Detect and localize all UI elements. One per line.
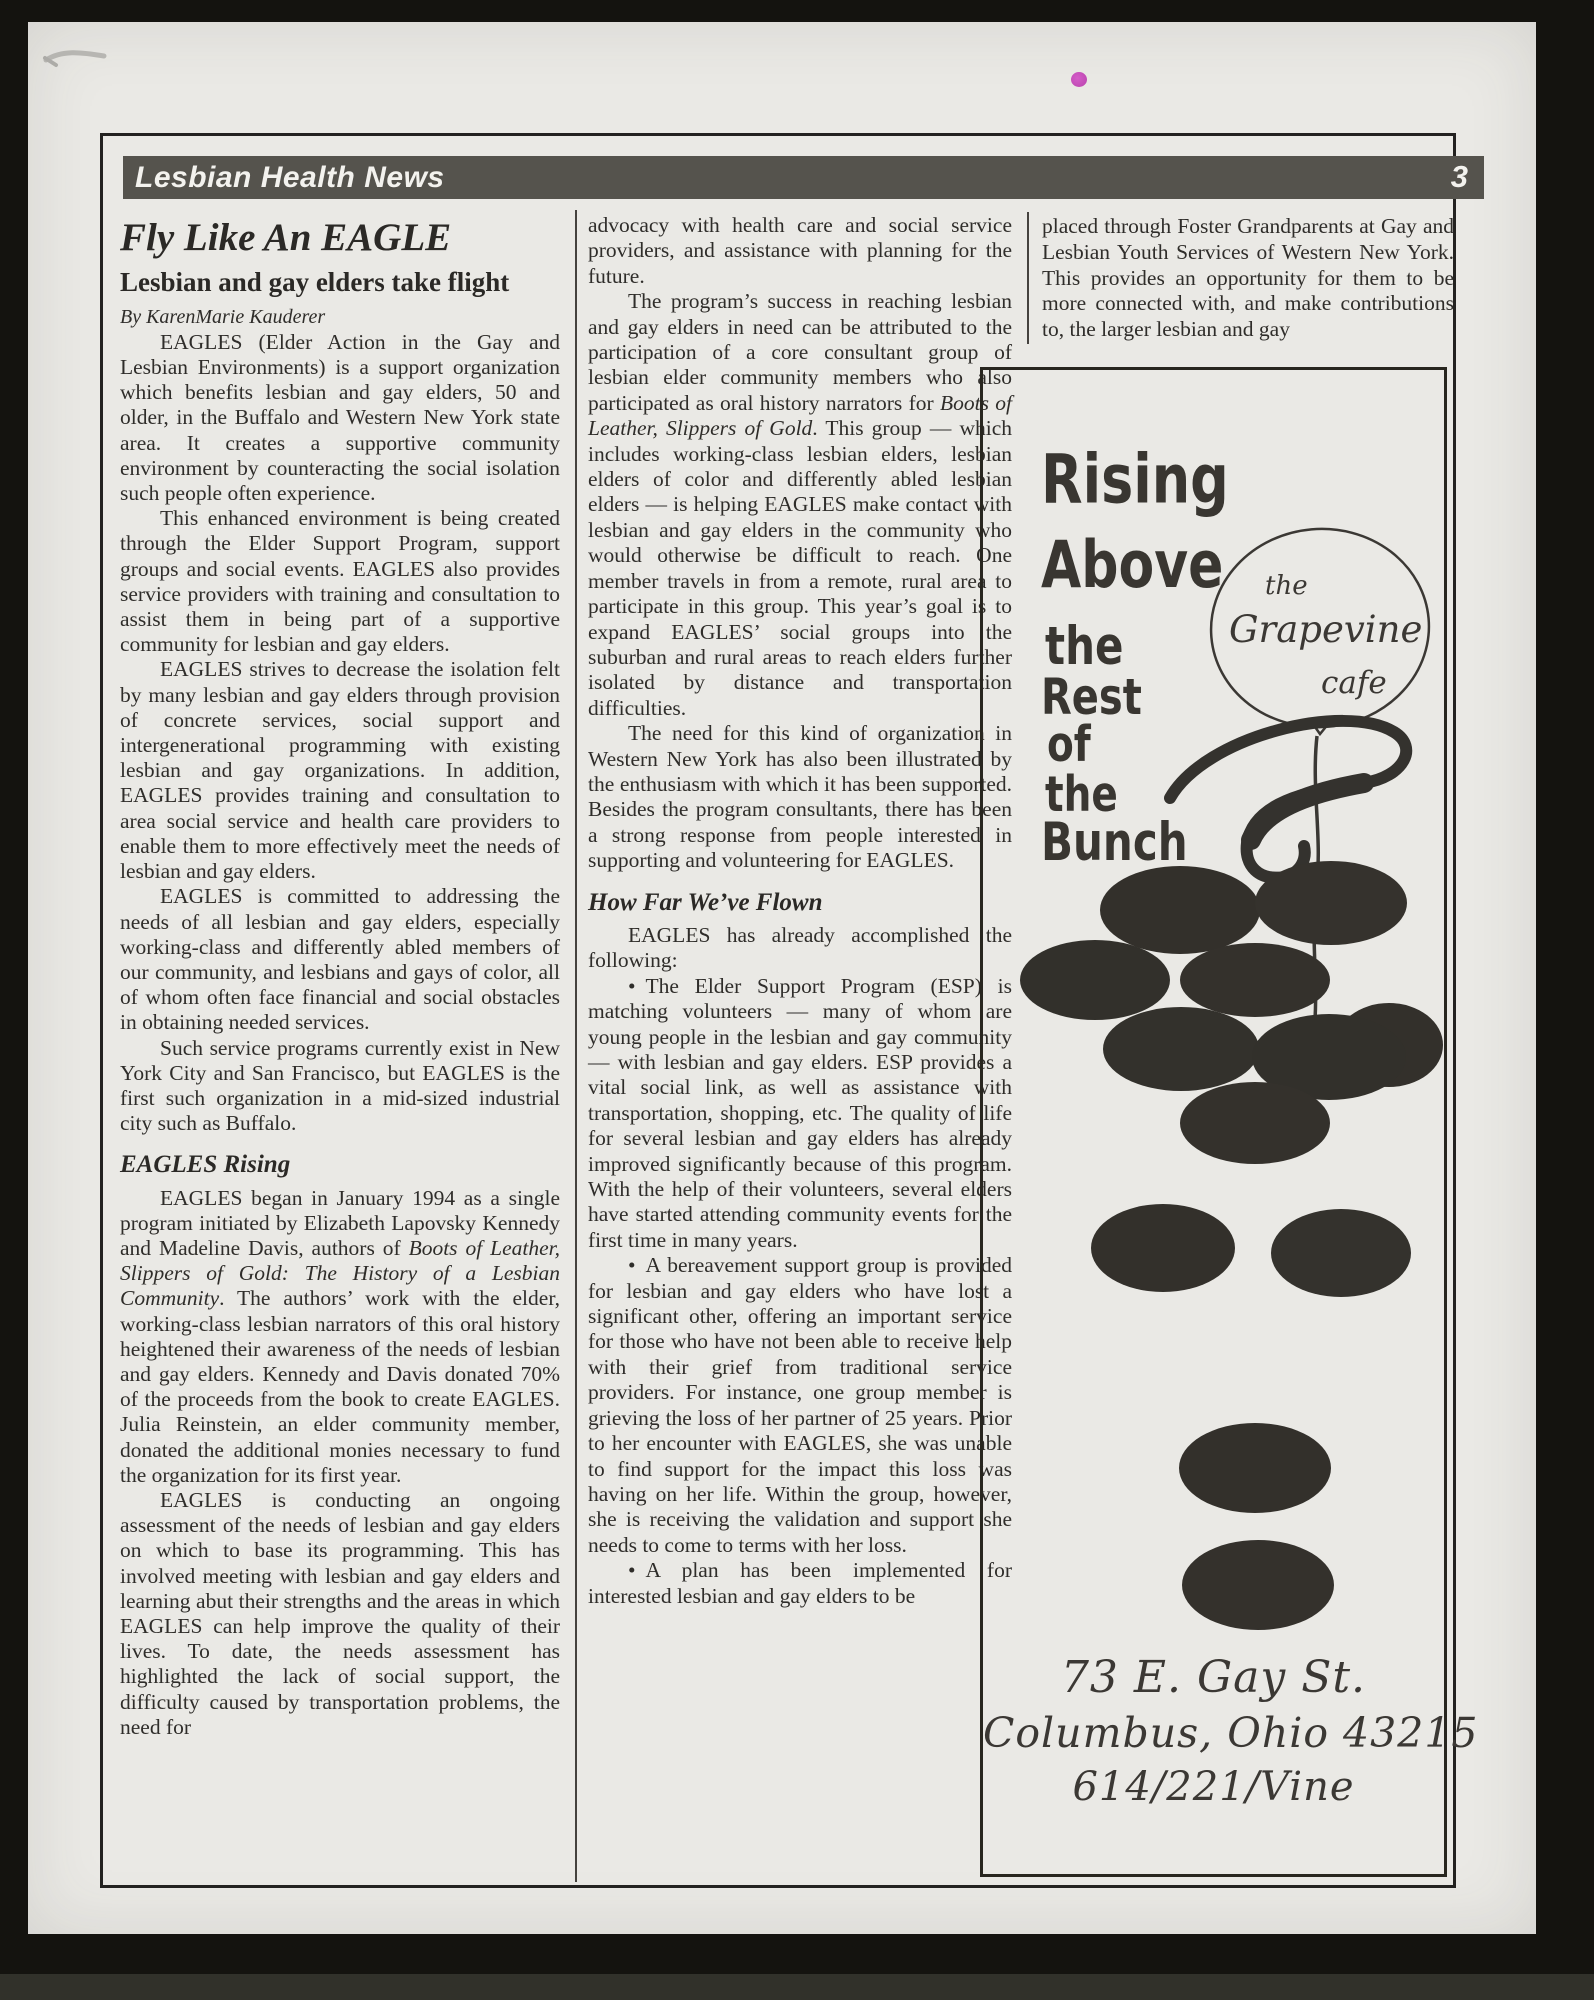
paragraph-text: . This group — which includes working-class lesbian elders, lesbian elders of color and differently abled lesbian elders — is helping EAGLES make contact with lesbian and gay elders in the community who would otherwise be difficult to reach. One member travels in from a remote, rural area to participate in this group. This year’s goal is to expand EAGLES’ social groups into the suburban and rural areas to reach elders further isolated by distance and transportation difficulties. (588, 416, 1012, 720)
grape (1271, 1209, 1411, 1297)
grape (1179, 1423, 1331, 1513)
highlighter-dot (1071, 72, 1087, 87)
balloon-text: cafe (1321, 665, 1387, 701)
paragraph: This enhanced environment is being created through the Elder Support Program, support groups and social events. EAGLES also provides service providers with training and consultation to assist them in being part of a supportive community for lesbian and gay elders. (120, 506, 560, 657)
ad-tagline-line: the (1045, 767, 1118, 824)
bullet-icon: • (628, 1253, 636, 1278)
section-heading-eagles-rising: EAGLES Rising (120, 1151, 291, 1179)
ad-tagline-line: the (1045, 615, 1124, 677)
article-column-1 (120, 218, 560, 1740)
paragraph: Such service programs currently exist in New York City and San Francisco, but EAGLES is the first such organization in a mid-sized industrial city such as Buffalo. (120, 1035, 560, 1136)
paragraph: EAGLES is committed to addressing the needs of all lesbian and gay elders, especially working-class and differently abled members of our community, and lesbians and gays of color, all of whom often face financial and social obstacles in obtaining needed services. (120, 884, 560, 1035)
ad-street-address: 73 E. Gay St. (1060, 1652, 1367, 1703)
pencil-smudge (40, 44, 110, 70)
article-column-2 (588, 213, 1012, 1609)
ad-phone-number: 614/221/Vine (1072, 1764, 1355, 1810)
bullet-item (588, 1253, 1012, 1558)
paragraph (120, 1186, 560, 1488)
paragraph: advocacy with health care and social service providers, and assistance with planning for the future. (588, 213, 1012, 288)
section-header-bar (123, 156, 1484, 199)
paragraph: EAGLES has already accomplished the following: (588, 922, 1012, 973)
bullet-icon: • (628, 973, 636, 998)
scan-edge (0, 1974, 1594, 2000)
ad-tagline-line: Rising (1041, 440, 1229, 519)
grapevine-cafe-ad (980, 367, 1479, 1877)
paragraph: EAGLES (Elder Action in the Gay and Lesbian Environments) is a support organization which benefits lesbian and gay elders, 50 and older, in the Buffalo and Western New York state area. It creates a supportive community environment by counteracting the social isolation such people often experience. (120, 329, 560, 506)
section-heading-how-far-weve-flown: How Far We’ve Flown (588, 888, 823, 916)
grape (1100, 866, 1260, 954)
page-number: 3 (1450, 159, 1468, 194)
bullet-icon: • (628, 1558, 636, 1583)
article-column-3 (1042, 214, 1454, 343)
paragraph (588, 289, 1012, 721)
grape (1180, 943, 1330, 1017)
paragraph: EAGLES strives to decrease the isolation felt by many lesbian and gay elders through provision of concrete services, social support and intergenerational programming with existing lesbian and gay organizations. In addition, EAGLES provides training and consultation to area social service and health care providers to enable them to more effectively meet the needs of lesbian and gay elders. (120, 657, 560, 884)
balloon-text: the (1265, 571, 1308, 601)
grape (1020, 940, 1170, 1020)
paragraph-text: The program’s success in reaching lesbian and gay elders in need can be attributed to the participation of a core consultant group of lesbian elder community members who also participated as oral history narrators for (588, 289, 1012, 415)
grape (1182, 1540, 1334, 1630)
section-header-title: Lesbian Health News (135, 161, 445, 194)
grape (1091, 1204, 1235, 1292)
ad-tagline-line: Above (1041, 528, 1224, 603)
ad-tagline-line: of (1047, 717, 1091, 774)
grape (1180, 1082, 1330, 1164)
flourish-thick-stroke (1251, 783, 1364, 840)
book-title: Boots of Leather, Slippers of Gold: The History of a Lesbian Community (120, 1235, 560, 1311)
paragraph: EAGLES is conducting an ongoing assessment of the needs of lesbian and gay elders on which to base its programming. This has involved meeting with lesbian and gay elders and learning abut their strengths and the areas in which EAGLES can help improve the quality of their lives. To date, the needs assessment has highlighted the lack of social support, the difficulty caused by transportation problems, the need for (120, 1487, 560, 1739)
bullet-item (588, 974, 1012, 1253)
paragraph: placed through Foster Grandparents at Gay and Lesbian Youth Services of Western New York. This provides an opportunity for them to be more connected with, and make contributions to, the larger lesbian and gay (1042, 214, 1454, 342)
ad-tagline-line: Bunch (1041, 811, 1188, 873)
ad-tagline-line: Rest (1041, 669, 1142, 727)
bullet-text: A bereavement support group is provided for lesbian and gay elders who have lost a significant other, offering an important service for those who have not been able to receive help with their grief from traditional service providers. For instance, one group member is grieving the loss of her partner of 25 years. Prior to her encounter with EAGLES, she was unable to find support for the impact this loss was having on her life. Within the group, however, she is receiving the validation and support she needs to come to terms with her loss. (588, 1253, 1012, 1557)
bullet-item (588, 1558, 1012, 1609)
bullet-text: A plan has been implemented for interested lesbian and gay elders to be (588, 1558, 1012, 1608)
bullet-text: The Elder Support Program (ESP) is matching volunteers — many of whom are young people in the lesbian and gay community — with lesbian and gay elders. ESP provides a vital social link, as well as assistance with transportation, shopping, etc. The quality of life for several lesbian and gay elders has already improved significantly because of this program. With the help of their volunteers, several elders have started attending community events for the first time in many years. (588, 973, 1012, 1252)
paragraph-text: EAGLES began in January 1994 as a single program initiated by Elizabeth Lapovsky Kennedy and Madeline Davis, authors of (120, 1185, 560, 1260)
grape (1255, 861, 1407, 945)
book-title: Boots of Leather, Slippers of Gold (588, 390, 1012, 441)
paragraph-text: . The authors’ work with the elder, working-class lesbian narrators of this oral history heightened their awareness of the needs of lesbian and gay elders. Kennedy and Davis donated 70% of the proceeds from the book to create EAGLES. Julia Reinstein, an elder community member, donated the additional monies necessary to fund the organization for its first year. (120, 1286, 560, 1487)
balloon-cafe-name: Grapevine (1229, 608, 1423, 651)
article-headline: Fly Like An EAGLE (120, 216, 452, 259)
article-subhead: Lesbian and gay elders take flight (120, 266, 510, 297)
grape (1103, 1007, 1259, 1091)
paragraph: The need for this kind of organization in Western New York has also been illustrated by the enthusiasm with which it has been supported. Besides the program consultants, there has been a strong response from people interested in supporting and volunteering for EAGLES. (588, 721, 1012, 873)
article-byline: By KarenMarie Kauderer (120, 305, 326, 328)
ad-city-state-zip: Columbus, Ohio 43215 (983, 1709, 1479, 1757)
column-separator (575, 210, 577, 1882)
column-separator (1027, 212, 1029, 344)
